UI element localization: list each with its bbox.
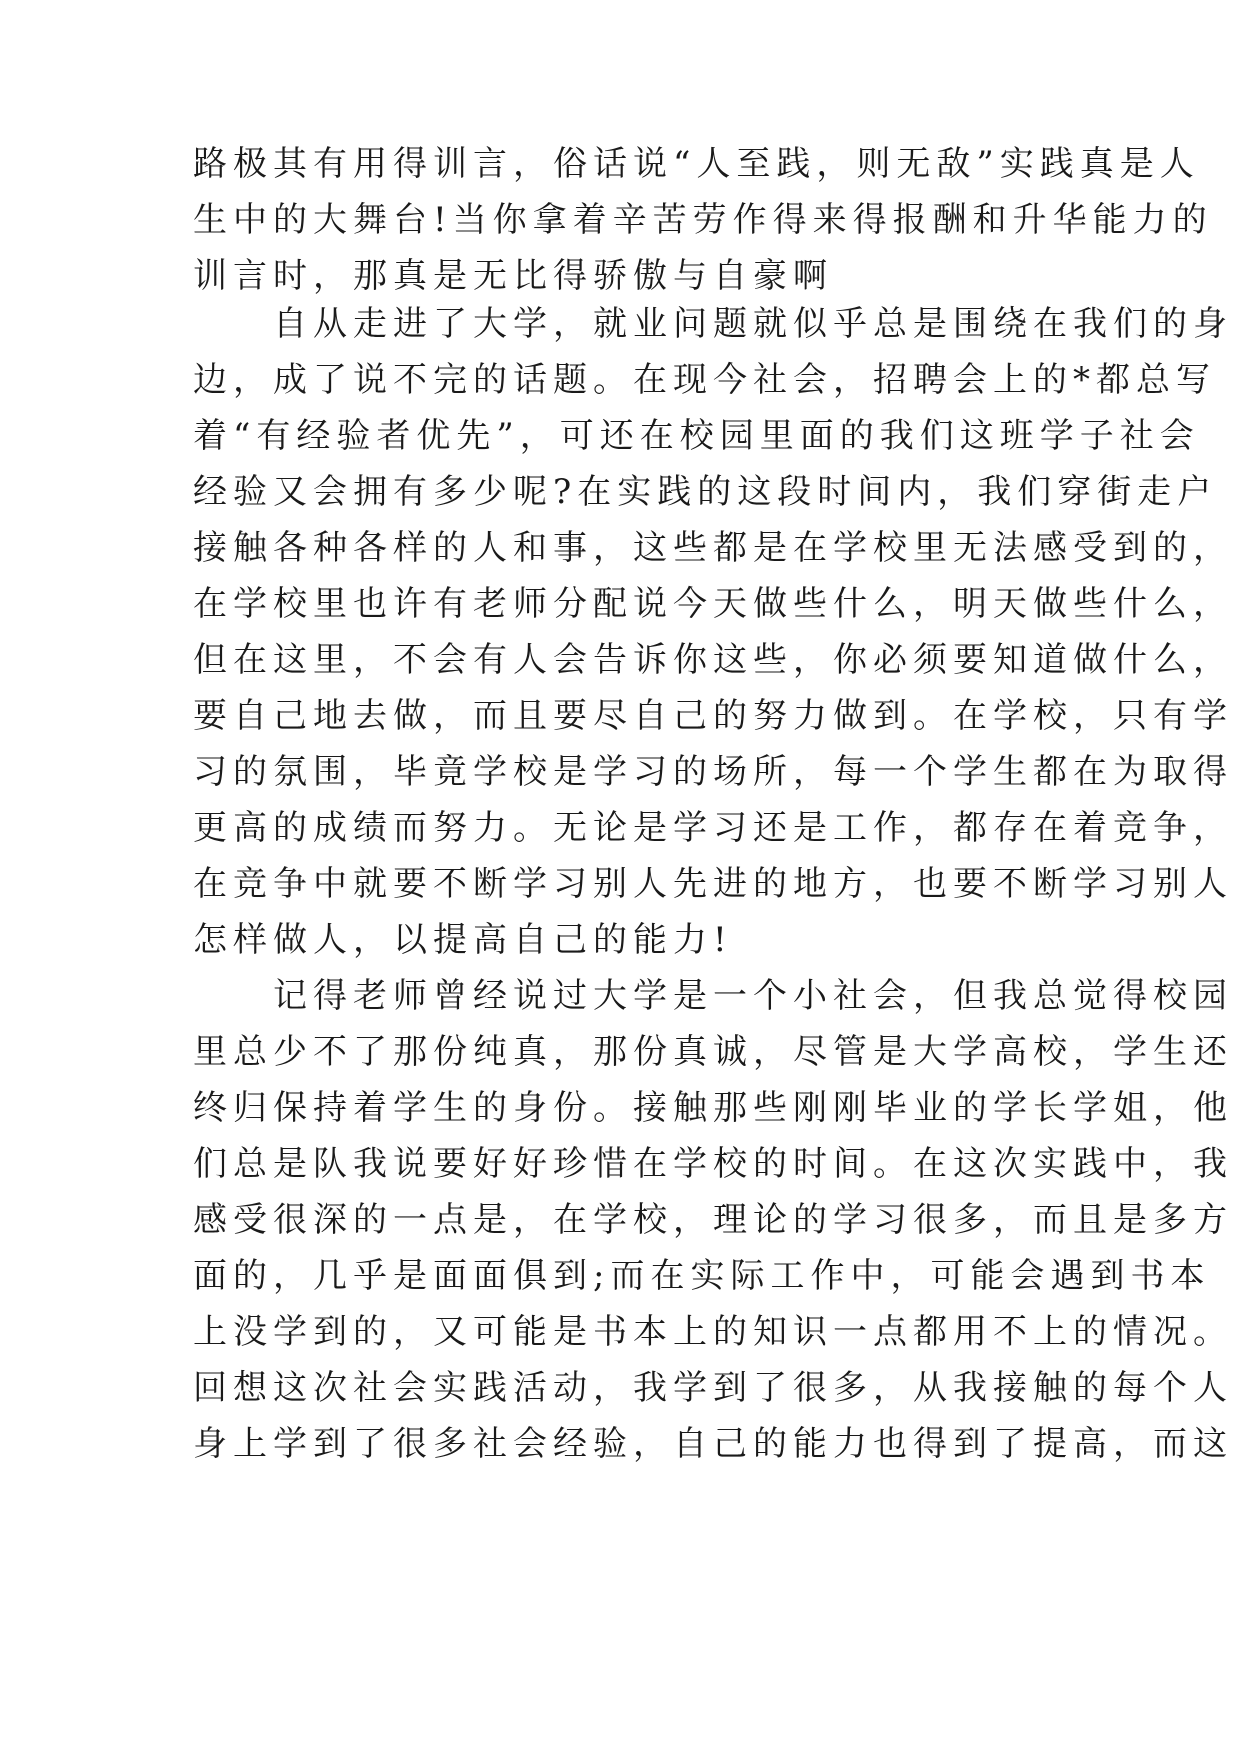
text-line: 着“有经验者优先”，可还在校园里面的我们这班学子社会 [193, 416, 1200, 456]
paragraph-3 [193, 968, 1233, 1472]
text-line: 更高的成绩而努力。无论是学习还是工作，都存在着竞争， [193, 808, 1233, 848]
text-line: 怎样做人，以提高自己的能力! [193, 920, 733, 960]
text-line: 经验又会拥有多少呢?在实践的这段时间内，我们穿街走户 [193, 472, 1218, 512]
text-line: 生中的大舞台!当你拿着辛苦劳作得来得报酬和升华能力的 [193, 200, 1213, 240]
text-line: 上没学到的，又可能是书本上的知识一点都用不上的情况。 [193, 1312, 1233, 1352]
paragraph-2 [193, 296, 1233, 968]
text-line: 要自己地去做，而且要尽自己的努力做到。在学校，只有学 [193, 696, 1233, 736]
text-line: 在竞争中就要不断学习别人先进的地方，也要不断学习别人 [193, 864, 1233, 904]
text-line: 训言时，那真是无比得骄傲与自豪啊 [193, 256, 833, 296]
text-line: 但在这里，不会有人会告诉你这些，你必须要知道做什么， [193, 640, 1233, 680]
text-line: 接触各种各样的人和事，这些都是在学校里无法感受到的， [193, 528, 1233, 568]
text-line: 面的，几乎是面面俱到;而在实际工作中，可能会遇到书本 [193, 1256, 1211, 1296]
text-line: 感受很深的一点是，在学校，理论的学习很多，而且是多方 [193, 1200, 1233, 1240]
text-line: 回想这次社会实践活动，我学到了很多，从我接触的每个人 [193, 1368, 1233, 1408]
text-line: 习的氛围，毕竟学校是学习的场所，每一个学生都在为取得 [193, 752, 1233, 792]
text-line: 在学校里也许有老师分配说今天做些什么，明天做些什么， [193, 584, 1233, 624]
paragraph-1 [193, 136, 1213, 304]
text-line: 自从走进了大学，就业问题就似乎总是围绕在我们的身 [273, 304, 1233, 344]
text-line: 边，成了说不完的话题。在现今社会，招聘会上的*都总写 [193, 360, 1216, 400]
text-line: 记得老师曾经说过大学是一个小社会，但我总觉得校园 [273, 976, 1233, 1016]
text-line: 里总少不了那份纯真，那份真诚，尽管是大学高校，学生还 [193, 1032, 1233, 1072]
text-line: 终归保持着学生的身份。接触那些刚刚毕业的学长学姐，他 [193, 1088, 1233, 1128]
text-line: 们总是队我说要好好珍惜在学校的时间。在这次实践中，我 [193, 1144, 1233, 1184]
text-line: 身上学到了很多社会经验，自己的能力也得到了提高，而这 [193, 1424, 1233, 1464]
text-line: 路极其有用得训言，俗话说“人至践，则无敌”实践真是人 [193, 144, 1200, 184]
